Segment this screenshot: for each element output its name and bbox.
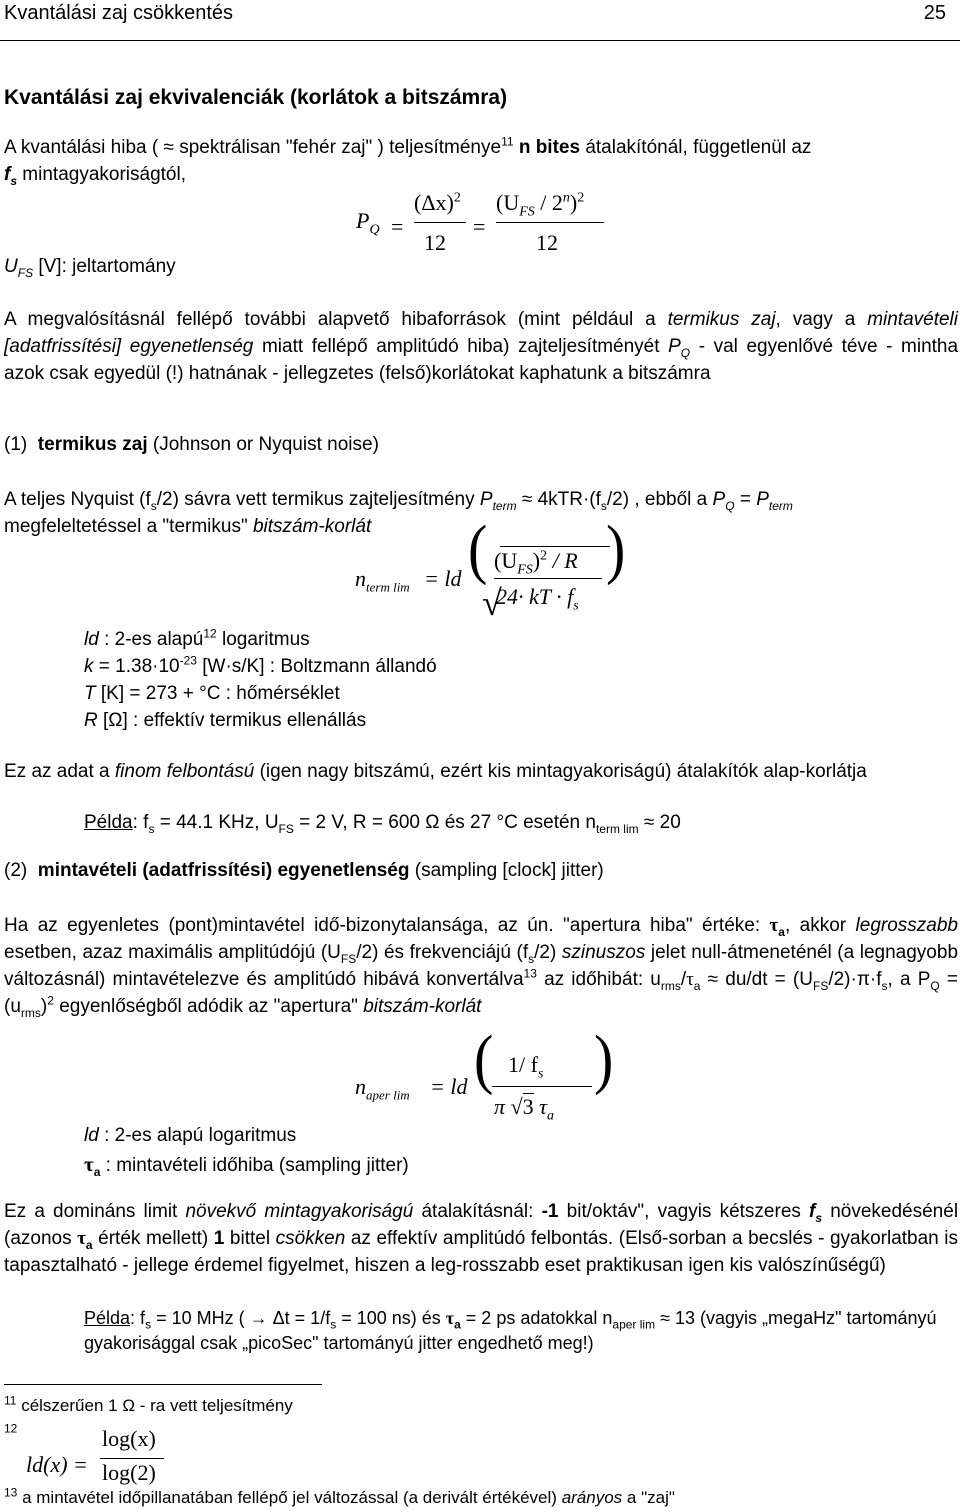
example-1: Példa: $f_s = 44.1$ KHz, $U_{FS} = 2$ V, R = 600 Ω és 27 °C esetén $n_{term lim} \approx 20$	[84, 812, 681, 836]
footnote-11: $^{11}$ célszerűen 1 Ω - ra vett teljesítmény	[4, 1393, 293, 1415]
range-label: $U_{FS}$ [V]: jeltartomány	[4, 256, 176, 280]
approx-icon: ≈	[163, 137, 174, 158]
paragraph-5: Ha az egyenletes (pont)mintavétel idő-bizonytalansága, az ún. "apertura hiba" értéke: $\tau_a$, akkor legrosszabb esetben, azaz maximális amplitúdójú $(U_{FS}/2)$ és frekvenciájú $(f_s/2)$ szinuszos jelet null-átmeneténél (a legnagyobb változásnál) mintavételezve és amplitúdó hibává konvertálva$^{13}$ az időhibát: $u_{rms}/\tau_a \approx du/dt = (U_{FS}/2)\cdot\pi\cdot f_s$, a $P_Q = (u_{rms})^2$ egyenlőségből adódik az "apertura" bitszám-korlát	[4, 915, 959, 1020]
section-thermal-noise: (1) termikus zaj (Johnson or Nyquist noise)	[4, 434, 379, 455]
paragraph-2: A megvalósításnál fellépő további alapvető hibaforrások (mint például a termikus zaj, vagy a mintavételi [adatfrissítési] egyenetlenség miatt fellépő amplitúdó hiba) zajteljesítményét $P_Q$ - val egyenlővé téve - mintha azok csak egyedül (!) hatnának - jellegzetes (felső)korlátokat kaphatunk a bitszámra	[4, 309, 959, 384]
definitions-aperture: ld : 2-es alapú logaritmus $\tau_a$ : mintavételi időhiba (sampling jitter)	[84, 1125, 409, 1179]
header-rule	[0, 40, 960, 41]
sqrt-icon: √	[482, 583, 502, 623]
definitions-thermal: ld : 2-es alapú$^{12}$ logaritmus $k = 1.38\cdot 10^{-23}$ [W·s/K] : Boltzmann állandó T [K] = 273 + °C : hőmérséklet R [Ω] : effektív termikus ellenállás	[84, 626, 437, 731]
header-title: Kvantálási zaj csökkentés	[4, 2, 234, 24]
section-heading: Kvantálási zaj ekvivalenciák (korlátok a bitszámra)	[4, 86, 508, 109]
approx-icon: ≈	[707, 969, 719, 990]
approx-icon: ≈	[660, 1308, 670, 1328]
sqrt-icon: √	[510, 1094, 523, 1119]
example-2: Példa: $f_s = 10$ MHz ( → $\Delta t = 1/f_s = 100$ ns) és $\tau_a = 2$ ps adatokkal $n_{aper lim} \approx 13$ (vagyis „megaHz" tartományú gyakorisággal csak „picoSec" tartományú jitter engedhető meg!)	[84, 1308, 937, 1353]
paragraph-1: A kvantálási hiba ( ≈ spektrálisan "fehér zaj" ) teljesítménye$^{11}$ n bites átalakítónál, függetlenül az $f_s$ mintagyakoriságtól,	[4, 134, 812, 188]
footnote-rule	[4, 1384, 322, 1385]
section-jitter: (2) mintavételi (adatfrissítési) egyenetlenség (sampling [clock] jitter)	[4, 860, 604, 881]
paragraph-4: Ez az adat a finom felbontású (igen nagy bitszámú, ezért kis mintagyakoriságú) átalakítók alap-korlátja	[4, 761, 867, 782]
approx-icon: ≈	[643, 812, 655, 833]
paragraph-6: Ez a domináns limit növekvő mintagyakoriságú átalakításnál: -1 bit/oktáv", vagyis kétszeres $f_s$ növekedésénél (azonos $\tau_a$ érték mellett) 1 bittel csökken az effektív amplitúdó felbontás. (Első-sorban a becslés - gyakorlatban is tapasztalható - jellege érdemel figyelmet, hiszen a leg-rosszabb eset praktikusan igen kis valószínűségű)	[4, 1201, 959, 1276]
arrow-right-icon: →	[249, 1308, 268, 1328]
approx-icon: ≈	[521, 489, 533, 510]
page-number: 25	[923, 2, 946, 24]
footnote-13: $^{13}$ a mintavétel időpillanatában fellépő jel változással (a derivált értékével) arányos a "zaj"	[4, 1485, 675, 1507]
paragraph-3: A teljes Nyquist $(f_s/2)$ sávra vett termikus zajteljesítmény $P_{term} \approx 4kTR\cdot(f_s/2)$ , ebből a $P_Q = P_{term}$ megfeleltetéssel a "termikus" bitszám-korlát	[4, 489, 793, 537]
